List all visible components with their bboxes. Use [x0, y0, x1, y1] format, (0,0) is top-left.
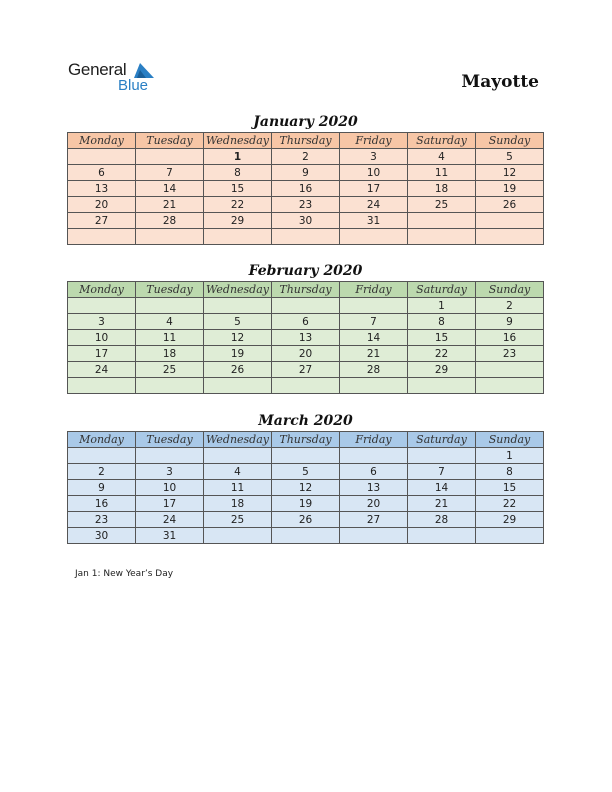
day-cell: 22	[476, 496, 544, 512]
day-cell: 23	[272, 197, 340, 213]
day-cell: 9	[272, 165, 340, 181]
empty-day-cell	[476, 378, 544, 394]
day-cell: 25	[204, 512, 272, 528]
week-row	[68, 528, 544, 544]
day-cell: 3	[340, 149, 408, 165]
week-row	[68, 512, 544, 528]
logo-triangle-icon	[134, 63, 154, 78]
week-row	[68, 464, 544, 480]
day-cell: 12	[476, 165, 544, 181]
day-cell: 10	[340, 165, 408, 181]
day-cell: 10	[68, 330, 136, 346]
empty-day-cell	[68, 229, 136, 245]
weekday-header: Wednesday	[204, 432, 272, 448]
day-cell: 14	[408, 480, 476, 496]
empty-day-cell	[476, 528, 544, 544]
week-row	[68, 330, 544, 346]
holiday-notes	[75, 569, 173, 579]
day-cell: 29	[476, 512, 544, 528]
empty-day-cell	[340, 378, 408, 394]
day-cell: 18	[136, 346, 204, 362]
month-title: January 2020	[253, 114, 358, 130]
week-row	[68, 298, 544, 314]
day-cell: 20	[340, 496, 408, 512]
day-cell: 23	[476, 346, 544, 362]
day-cell: 2	[272, 149, 340, 165]
weekday-header-row	[68, 282, 544, 298]
holiday-day-cell: 1	[204, 149, 272, 165]
weekday-header: Tuesday	[136, 282, 204, 298]
empty-day-cell	[408, 378, 476, 394]
weekday-header: Monday	[68, 282, 136, 298]
day-cell: 24	[68, 362, 136, 378]
week-row	[68, 346, 544, 362]
weekday-header: Sunday	[476, 432, 544, 448]
day-cell: 2	[68, 464, 136, 480]
weekday-header: Saturday	[408, 282, 476, 298]
month-january	[67, 112, 544, 245]
day-cell: 20	[68, 197, 136, 213]
day-cell: 31	[136, 528, 204, 544]
empty-day-cell	[272, 298, 340, 314]
logo-text-general: General	[68, 60, 127, 79]
day-cell: 11	[136, 330, 204, 346]
day-cell: 16	[68, 496, 136, 512]
day-cell: 23	[68, 512, 136, 528]
week-row	[68, 378, 544, 394]
week-row	[68, 362, 544, 378]
day-cell: 21	[340, 346, 408, 362]
day-cell: 7	[408, 464, 476, 480]
day-cell: 30	[68, 528, 136, 544]
weekday-header: Wednesday	[204, 133, 272, 149]
weekday-header: Sunday	[476, 282, 544, 298]
empty-day-cell	[272, 448, 340, 464]
month-march	[67, 411, 544, 544]
day-cell: 18	[204, 496, 272, 512]
day-cell: 19	[272, 496, 340, 512]
weekday-header: Friday	[340, 133, 408, 149]
day-cell: 28	[340, 362, 408, 378]
empty-day-cell	[340, 229, 408, 245]
day-cell: 12	[204, 330, 272, 346]
day-cell: 17	[68, 346, 136, 362]
empty-day-cell	[68, 298, 136, 314]
week-row	[68, 448, 544, 464]
empty-day-cell	[476, 229, 544, 245]
weekday-header: Saturday	[408, 432, 476, 448]
empty-day-cell	[408, 528, 476, 544]
weekday-header: Wednesday	[204, 282, 272, 298]
day-cell: 29	[408, 362, 476, 378]
day-cell: 29	[204, 213, 272, 229]
day-cell: 13	[340, 480, 408, 496]
day-cell: 17	[136, 496, 204, 512]
logo-text-blue: Blue	[118, 77, 149, 94]
empty-day-cell	[136, 229, 204, 245]
empty-day-cell	[272, 378, 340, 394]
country-title: Mayotte	[461, 72, 539, 92]
calendar-grid	[67, 431, 544, 544]
empty-day-cell	[340, 298, 408, 314]
empty-day-cell	[340, 528, 408, 544]
day-cell: 26	[272, 512, 340, 528]
day-cell: 14	[136, 181, 204, 197]
day-cell: 7	[136, 165, 204, 181]
day-cell: 12	[272, 480, 340, 496]
week-row	[68, 229, 544, 245]
day-cell: 28	[408, 512, 476, 528]
day-cell: 15	[408, 330, 476, 346]
week-row	[68, 314, 544, 330]
week-row	[68, 496, 544, 512]
weekday-header: Tuesday	[136, 432, 204, 448]
empty-day-cell	[68, 448, 136, 464]
weekday-header: Thursday	[272, 282, 340, 298]
day-cell: 21	[408, 496, 476, 512]
week-row	[68, 197, 544, 213]
weekday-header-row	[68, 133, 544, 149]
day-cell: 16	[272, 181, 340, 197]
month-february	[67, 261, 544, 394]
day-cell: 3	[136, 464, 204, 480]
empty-day-cell	[136, 298, 204, 314]
empty-day-cell	[408, 213, 476, 229]
day-cell: 3	[68, 314, 136, 330]
empty-day-cell	[408, 229, 476, 245]
day-cell: 8	[408, 314, 476, 330]
empty-day-cell	[408, 448, 476, 464]
day-cell: 19	[476, 181, 544, 197]
month-title: March 2020	[258, 413, 353, 429]
empty-day-cell	[204, 378, 272, 394]
empty-day-cell	[136, 378, 204, 394]
week-row	[68, 149, 544, 165]
day-cell: 25	[408, 197, 476, 213]
day-cell: 25	[136, 362, 204, 378]
day-cell: 5	[272, 464, 340, 480]
weekday-header: Friday	[340, 282, 408, 298]
weekday-header: Saturday	[408, 133, 476, 149]
day-cell: 26	[204, 362, 272, 378]
day-cell: 17	[340, 181, 408, 197]
weekday-header: Thursday	[272, 133, 340, 149]
week-row	[68, 213, 544, 229]
day-cell: 10	[136, 480, 204, 496]
empty-day-cell	[340, 448, 408, 464]
calendar-grid	[67, 132, 544, 245]
day-cell: 11	[204, 480, 272, 496]
day-cell: 8	[204, 165, 272, 181]
day-cell: 6	[272, 314, 340, 330]
empty-day-cell	[476, 362, 544, 378]
weekday-header: Friday	[340, 432, 408, 448]
day-cell: 24	[136, 512, 204, 528]
empty-day-cell	[136, 448, 204, 464]
day-cell: 8	[476, 464, 544, 480]
day-cell: 5	[204, 314, 272, 330]
day-cell: 21	[136, 197, 204, 213]
weekday-header-row	[68, 432, 544, 448]
empty-day-cell	[204, 298, 272, 314]
day-cell: 26	[476, 197, 544, 213]
day-cell: 5	[476, 149, 544, 165]
day-cell: 9	[476, 314, 544, 330]
day-cell: 28	[136, 213, 204, 229]
day-cell: 16	[476, 330, 544, 346]
day-cell: 4	[204, 464, 272, 480]
empty-day-cell	[272, 229, 340, 245]
empty-day-cell	[272, 528, 340, 544]
day-cell: 1	[476, 448, 544, 464]
generalblue-logo	[68, 60, 168, 96]
empty-day-cell	[204, 448, 272, 464]
day-cell: 27	[340, 512, 408, 528]
day-cell: 2	[476, 298, 544, 314]
day-cell: 18	[408, 181, 476, 197]
day-cell: 9	[68, 480, 136, 496]
day-cell: 27	[272, 362, 340, 378]
day-cell: 22	[408, 346, 476, 362]
weekday-header: Monday	[68, 432, 136, 448]
empty-day-cell	[204, 528, 272, 544]
weekday-header: Tuesday	[136, 133, 204, 149]
empty-day-cell	[136, 149, 204, 165]
weekday-header: Monday	[68, 133, 136, 149]
day-cell: 7	[340, 314, 408, 330]
day-cell: 20	[272, 346, 340, 362]
day-cell: 4	[408, 149, 476, 165]
month-title: February 2020	[248, 263, 363, 279]
week-row	[68, 480, 544, 496]
holiday-note: Jan 1: New Year’s Day	[75, 569, 174, 579]
day-cell: 11	[408, 165, 476, 181]
day-cell: 13	[68, 181, 136, 197]
day-cell: 30	[272, 213, 340, 229]
empty-day-cell	[68, 149, 136, 165]
day-cell: 19	[204, 346, 272, 362]
day-cell: 22	[204, 197, 272, 213]
day-cell: 15	[476, 480, 544, 496]
empty-day-cell	[68, 378, 136, 394]
calendar-grid	[67, 281, 544, 394]
day-cell: 15	[204, 181, 272, 197]
day-cell: 31	[340, 213, 408, 229]
day-cell: 1	[408, 298, 476, 314]
weekday-header: Thursday	[272, 432, 340, 448]
weekday-header: Sunday	[476, 133, 544, 149]
day-cell: 27	[68, 213, 136, 229]
day-cell: 14	[340, 330, 408, 346]
week-row	[68, 181, 544, 197]
empty-day-cell	[476, 213, 544, 229]
day-cell: 4	[136, 314, 204, 330]
day-cell: 24	[340, 197, 408, 213]
day-cell: 6	[68, 165, 136, 181]
empty-day-cell	[204, 229, 272, 245]
day-cell: 13	[272, 330, 340, 346]
week-row	[68, 165, 544, 181]
day-cell: 6	[340, 464, 408, 480]
